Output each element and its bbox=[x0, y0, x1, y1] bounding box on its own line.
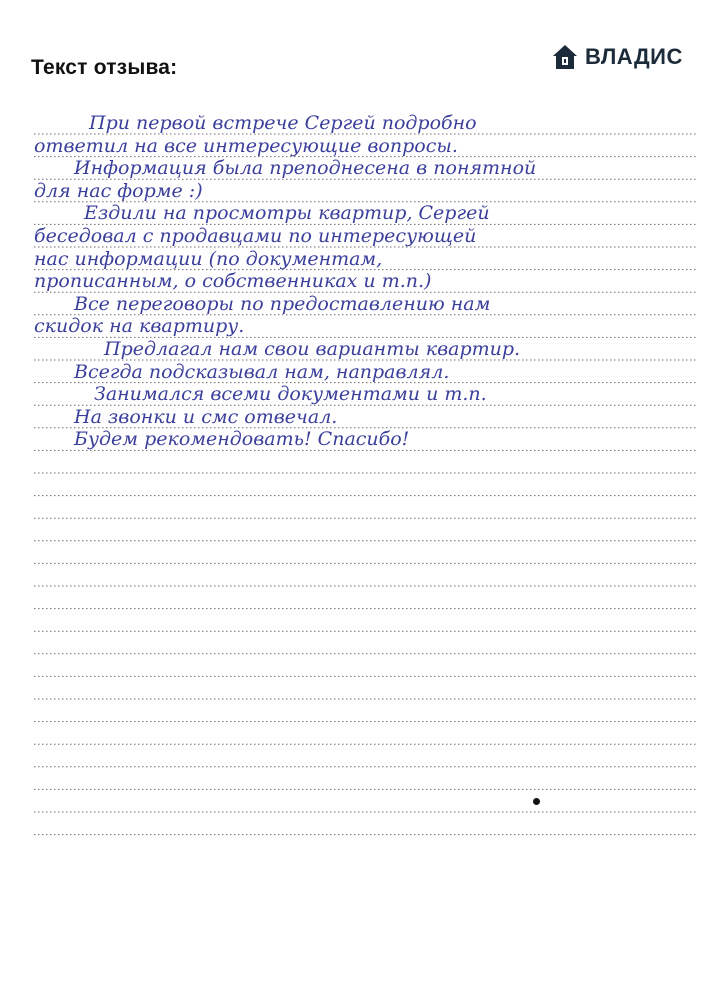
logo-text: ВЛАДИС bbox=[585, 44, 683, 69]
house-icon bbox=[552, 44, 578, 70]
handwritten-line: Всегда подсказывал нам, направлял. bbox=[74, 360, 450, 383]
handwritten-line: Все переговоры по предоставлению нам bbox=[74, 292, 491, 315]
brand-logo bbox=[552, 44, 683, 70]
handwritten-line: Ездили на просмотры квартир, Сергей bbox=[84, 202, 490, 225]
handwritten-line: прописанным, о собственниках и т.п.) bbox=[34, 270, 432, 293]
ink-dot bbox=[533, 798, 540, 805]
handwritten-line: Предлагал нам свои варианты квартир. bbox=[104, 338, 521, 360]
handwritten-line: ответил на все интересующие вопросы. bbox=[34, 134, 458, 157]
page-title: Текст отзыва: bbox=[31, 56, 178, 79]
handwritten-line: При первой встрече Сергей подробно bbox=[89, 112, 477, 134]
handwritten-line: Занимался всеми документами и т.п. bbox=[94, 383, 487, 406]
handwritten-line: На звонки и смс отвечал. bbox=[74, 405, 338, 428]
handwritten-line: скидок на квартиру. bbox=[34, 315, 245, 338]
handwritten-line: для нас форме :) bbox=[34, 179, 203, 202]
handwritten-line: беседовал с продавцами по интересующей bbox=[34, 225, 477, 247]
handwritten-line: Будем рекомендовать! Спасибо! bbox=[74, 428, 410, 451]
handwritten-line: Информация была преподнесена в понятной bbox=[74, 157, 537, 180]
handwritten-line: нас информации (по документам, bbox=[34, 247, 383, 270]
